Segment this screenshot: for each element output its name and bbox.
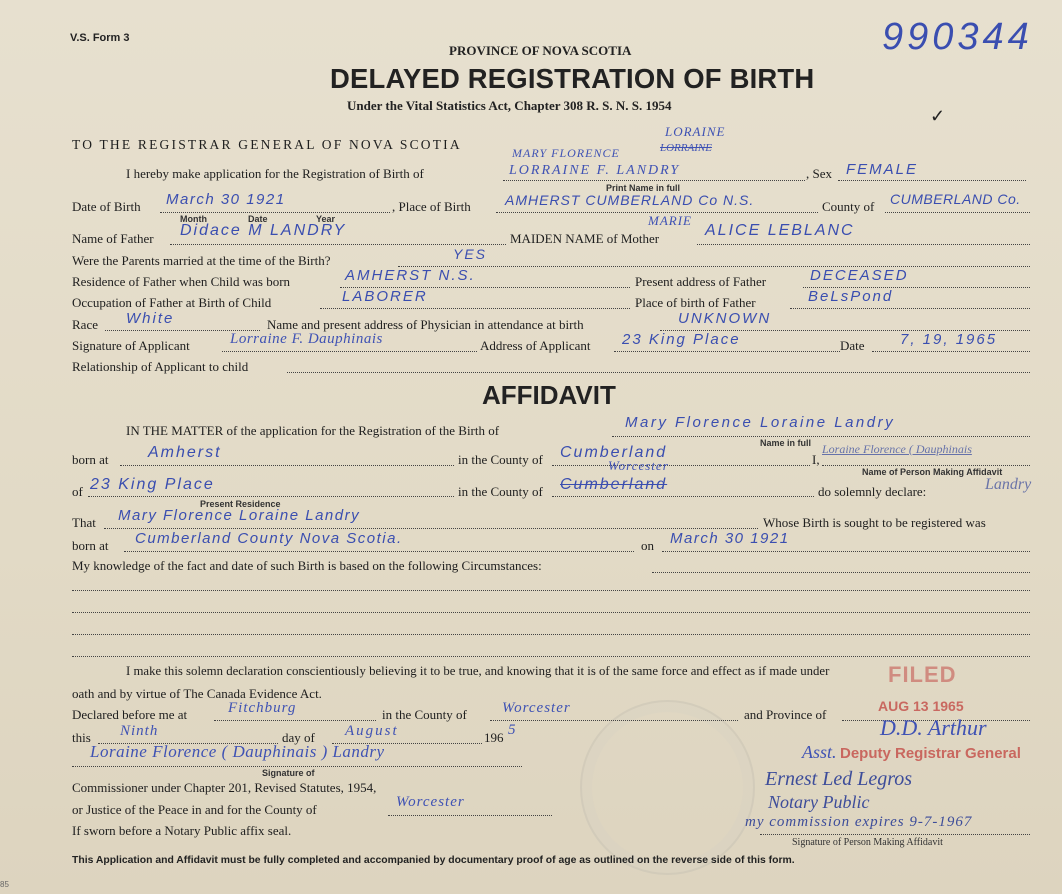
declared-at-value: Fitchburg [228,700,297,716]
affidavit-heading: AFFIDAVIT [482,380,616,410]
commission-expires: my commission expires 9-7-1967 [745,814,973,830]
born-county-rule [552,465,810,466]
form-subtitle: Under the Vital Statistics Act, Chapter 308 R. S. N. S. 1954 [347,98,672,113]
applicant-sig-label: Signature of Applicant [72,338,190,353]
born-place-rule [124,551,634,552]
residence-value: 23 King Place [90,476,215,493]
dob-caption-month: Month [180,214,207,224]
county2-added: Worcester [608,458,669,473]
form-title: DELAYED REGISTRATION OF BIRTH [330,63,815,94]
born-at-label: born at [72,452,109,467]
relationship-rule [287,372,1030,373]
county2-rule [552,496,814,497]
pob-value: AMHERST CUMBERLAND Co N.S. [505,192,755,208]
residence-rule [88,496,454,497]
name-first: MARY FLORENCE [512,146,620,160]
dob-caption-date: Date [248,214,268,224]
race-value: White [126,310,175,327]
matter-caption: Name in full [760,438,812,448]
affiant-caption: Name of Person Making Affidavit [862,467,1003,477]
signature-rule [72,766,522,767]
born-date-value: March 30 1921 [670,530,790,547]
applicant-date-label: Date [840,338,865,353]
commissioner-rule [388,815,552,816]
present-father-value: DECEASED [810,267,909,284]
file-number: 990344 [882,16,1033,58]
name-struck: LORRAINE [660,142,712,154]
solemn-line-2: oath and by virtue of The Canada Evidence Act. [72,686,322,701]
deputy-stamp: Deputy Registrar General [840,745,1021,762]
day-of-label: day of [282,730,315,745]
print-name-caption: Print Name in full [606,183,681,193]
dob-caption-year: Year [316,214,336,224]
county-label: County of [822,199,875,214]
asst-prefix: Asst. [802,742,837,762]
notary-name: Ernest Led Legros [765,768,913,790]
pob-father-value: BeLsPond [808,288,894,305]
married-label: Were the Parents married at the time of the Birth? [72,253,331,268]
declared-at-rule [214,720,376,721]
solemn-line-1: I make this solemn declaration conscientiously believing it to be true, and knowing that it is of the same force and effect as if made under [126,664,830,678]
knowledge-rule-3 [72,612,1030,613]
pob-label: , Place of Birth [392,199,471,214]
pob-father-label: Place of birth of Father [635,295,756,310]
affiant-surname: Landry [985,476,1032,493]
notary-note: If sworn before a Notary Public affix seal. [72,823,292,838]
commissioner-county: Worcester [396,794,465,810]
stamp-date: AUG 13 1965 [878,698,964,714]
year-value: 5 [508,722,516,738]
applicant-sig-rule [222,351,477,352]
declared-county-value: Worcester [502,700,571,716]
whose-label: Whose Birth is sought to be registered was [763,515,986,530]
born-date-rule [662,551,1030,552]
that-label: That [72,515,96,530]
res-father-label: Residence of Father when Child was born [72,274,291,289]
married-rule [398,266,1030,267]
occupation-label: Occupation of Father at Birth of Child [72,295,272,310]
applicant-date-value: 7, 19, 1965 [900,331,998,348]
dob-value: March 30 1921 [166,191,286,208]
addressee: TO THE REGISTRAR GENERAL OF NOVA SCOTIA [72,137,462,152]
applicant-addr-rule [614,351,840,352]
day-value: Ninth [120,723,159,739]
that-name: Mary Florence Loraine Landry [118,507,361,524]
sex-label: , Sex [806,166,832,181]
this-label: this [72,730,91,745]
born-county-label: in the County of [458,452,543,467]
province-heading: PROVINCE OF NOVA SCOTIA [449,43,632,58]
county2-label: in the County of [458,484,543,499]
applicant-addr-label: Address of Applicant [480,338,591,353]
married-value: YES [453,246,488,262]
affiant-sig-rule [760,834,1030,835]
province-label: and Province of [744,707,827,722]
corner-mark: 85 [0,880,9,889]
declared-label: Declared before me at [72,707,188,722]
born-at-rule [120,465,454,466]
born-at-value: Amherst [148,444,222,461]
affiant-signature: Loraine Florence ( Dauphinais ) Landry [90,742,385,761]
father-label: Name of Father [72,231,154,246]
name-correction: LORAINE [665,124,726,139]
declared-county-rule [490,720,738,721]
commissioner-line-2: or Justice of the Peace in and for the County of [72,802,317,817]
intro-label: I hereby make application for the Registration of Birth of [126,166,424,181]
born-county-value: Cumberland [560,444,668,461]
residence-caption: Present Residence [200,499,281,509]
on-label: on [641,538,654,553]
knowledge-rule-1 [652,572,1030,573]
occupation-rule [320,308,630,309]
declared-county-label: in the County of [382,707,467,722]
notary-seal [580,700,755,875]
county-rule [885,212,1030,213]
knowledge-rule-2 [72,590,1030,591]
sex-value: FEMALE [846,161,919,178]
that-rule [104,528,758,529]
signature-caption: Signature of [262,768,315,778]
filed-stamp: FILED [888,662,957,687]
occupation-value: LABORER [342,288,428,305]
dob-rule [160,212,390,213]
race-label: Race [72,317,98,332]
res-father-value: AMHERST N.S. [345,267,476,284]
month-value: August [345,723,399,739]
knowledge-label: My knowledge of the fact and date of such Birth is based on the following Circumstances: [72,558,542,573]
matter-name: Mary Florence Loraine Landry [625,414,896,431]
mother-value: ALICE LEBLANC [705,222,855,239]
notary-title: Notary Public [768,792,870,812]
physician-label: Name and present address of Physician in attendance at birth [267,317,584,332]
knowledge-rule-4 [72,634,1030,635]
present-father-label: Present address of Father [635,274,767,289]
name-rule [503,180,805,181]
affiant-rule [822,465,1030,466]
applicant-signature: Lorraine F. Dauphinais [230,331,383,347]
father-value: Didace M LANDRY [180,222,347,239]
affiant-sig-caption: Signature of Person Making Affidavit [792,837,943,848]
declare-label: do solemnly declare: [818,484,927,499]
name-line: LORRAINE F. LANDRY [509,163,681,178]
deputy-signature: D.D. Arthur [880,715,987,740]
relationship-label: Relationship of Applicant to child [72,359,249,374]
mother-rule [697,244,1030,245]
check-mark: ✓ [930,106,946,126]
i-label: I, [812,452,820,467]
born-at2-label: born at [72,538,109,553]
affiant-name: Loraine Florence ( Dauphinais [822,442,972,456]
county2-struck: Cumberland [560,476,668,493]
maiden-label: MAIDEN NAME of Mother [510,231,660,246]
commissioner-line-1: Commissioner under Chapter 201, Revised Statutes, 1954, [72,780,377,795]
matter-label: IN THE MATTER of the application for the Registration of the Birth of [126,423,500,438]
year-prefix: 196 [484,730,504,745]
form-id: V.S. Form 3 [70,32,130,44]
sex-rule [838,180,1026,181]
of-label: of [72,484,83,499]
county-value: CUMBERLAND Co. [890,191,1021,207]
footer-note: This Application and Affidavit must be fully completed and accompanied by documentary proof of age as outlined on the reverse side of this form. [72,855,795,866]
applicant-date-rule [872,351,1030,352]
born-place-value: Cumberland County Nova Scotia. [135,530,403,547]
physician-value: UNKNOWN [678,310,772,327]
matter-rule [612,436,1030,437]
mother-added-name: MARIE [648,213,692,228]
pob-father-rule [790,308,1030,309]
knowledge-rule-5 [72,656,1030,657]
dob-label: Date of Birth [72,199,141,214]
father-rule [170,244,506,245]
applicant-addr-value: 23 King Place [622,331,741,348]
